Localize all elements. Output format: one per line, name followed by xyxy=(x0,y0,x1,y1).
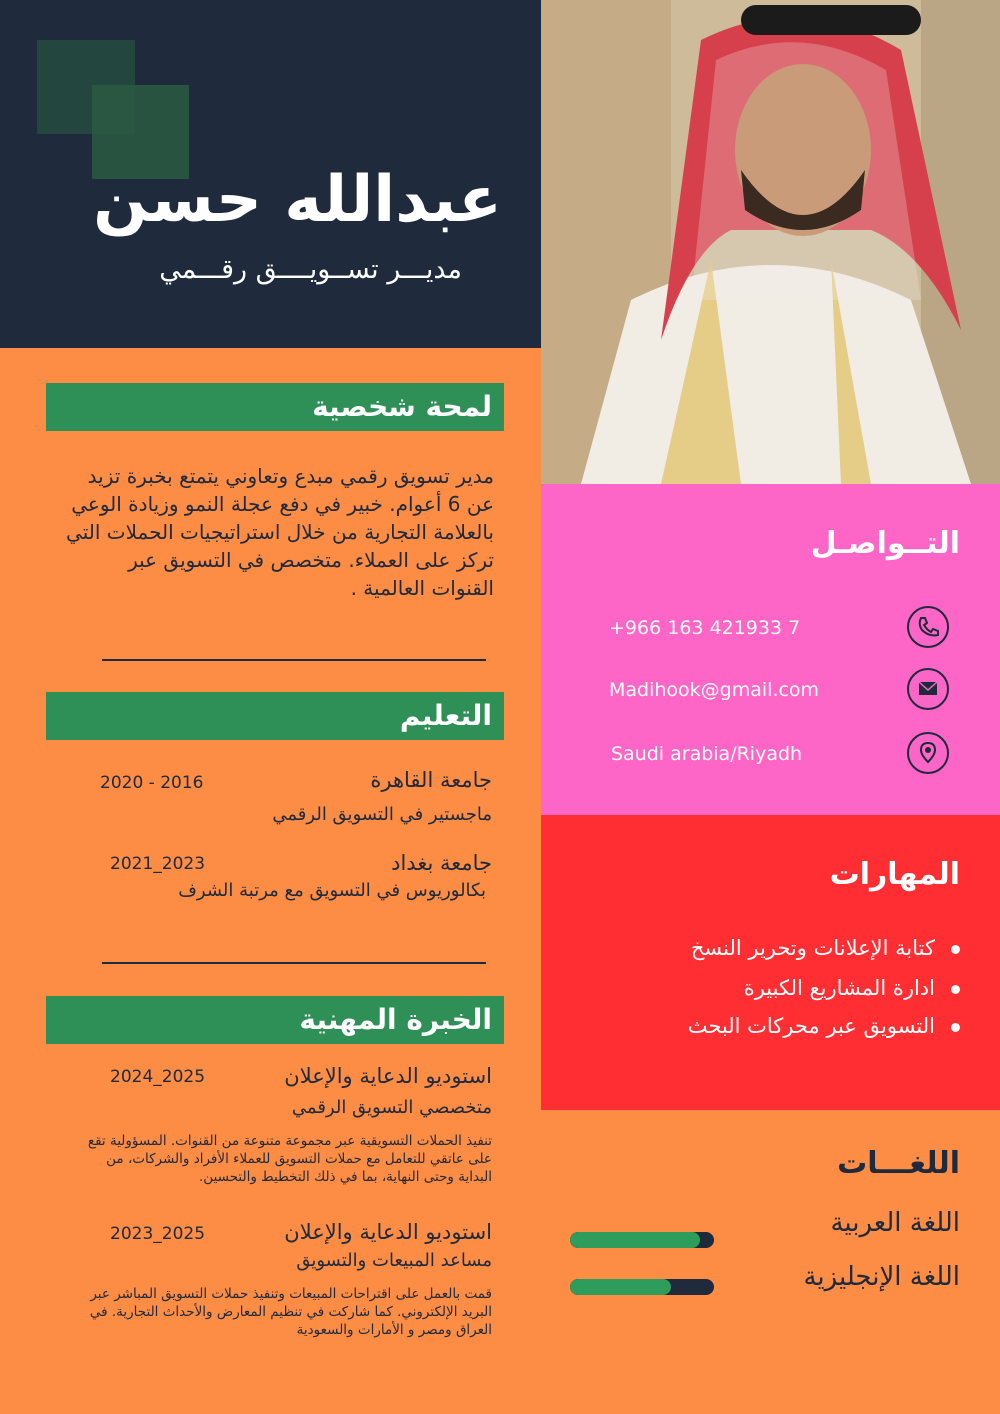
mail-icon xyxy=(907,668,949,710)
bullet-icon xyxy=(951,1023,960,1032)
contact-title: التــواصـل xyxy=(810,526,960,561)
languages-title: اللغـــات xyxy=(837,1146,960,1181)
language-level-bar xyxy=(570,1279,714,1295)
job-description: تنفيذ الحملات التسويقية عبر مجموعة متنوعة من القنوات. المسؤولية تقع على عاتقي للتعامل مع حملات التسويق للعملاء الأفراد والشركات، من البداية وحتى النهاية، بما في ذلك التخطيط والتحسين. xyxy=(87,1133,492,1185)
job-description: قمت بالعمل على اقتراحات المبيعات وتنفيذ حملات التسويق المباشر عبر البريد الإلكتروني. كما شاركت في تنظيم المعارض والأحداث التجارية. في العراق ومصر و الأمارات والسعودية xyxy=(89,1286,492,1338)
location-icon xyxy=(907,732,949,774)
experience-title-band xyxy=(46,996,504,1044)
company-name: استوديو الدعاية والإعلان xyxy=(284,1220,492,1244)
profile-photo xyxy=(541,0,1000,484)
company-name: استوديو الدعاية والإعلان xyxy=(284,1064,492,1088)
job-position: مساعد المبيعات والتسويق xyxy=(296,1250,492,1271)
school-name: جامعة بغداد xyxy=(391,851,492,875)
school-name: جامعة القاهرة xyxy=(370,768,492,792)
portrait-illustration xyxy=(541,0,1000,484)
language-name: اللغة الإنجليزية xyxy=(803,1262,960,1292)
person-name: عبدالله حسن xyxy=(93,163,502,237)
contact-section xyxy=(541,484,1000,815)
job-title: مديـــر تســويــــق رقـــمي xyxy=(159,254,462,285)
skills-section xyxy=(541,815,1000,1110)
skill-item: كتابة الإعلانات وتحرير النسخ xyxy=(560,933,960,963)
contact-phone-row xyxy=(541,606,1000,650)
degree: ماجستير في التسويق الرقمي xyxy=(272,804,492,825)
profile-title-band xyxy=(46,383,504,431)
email-address[interactable]: Madihook@gmail.com xyxy=(609,679,820,701)
experience-date: 2024_2025 xyxy=(110,1067,206,1087)
location-text: Saudi arabia/Riyadh xyxy=(611,743,803,765)
bullet-icon xyxy=(951,945,960,954)
education-title-band xyxy=(46,692,504,740)
contact-location-row xyxy=(541,732,1000,776)
bullet-icon xyxy=(951,985,960,994)
phone-icon xyxy=(907,606,949,648)
divider xyxy=(102,962,486,964)
education-date: 2021_2023 xyxy=(110,854,206,874)
skill-item: ادارة المشاريع الكبيرة xyxy=(560,973,960,1003)
profile-title: لمحة شخصية xyxy=(312,390,492,423)
language-level-fill xyxy=(570,1279,671,1295)
degree: بكالوريوس في التسويق مع مرتبة الشرف xyxy=(178,880,486,901)
experience-title: الخبرة المهنية xyxy=(299,1003,492,1036)
profile-text: مدير تسويق رقمي مبدع وتعاوني يتمتع بخبرة تزيد عن 6 أعوام. خبير في دفع عجلة النمو وزيادة الوعي بالعلامة التجارية من خلال استراتيجيات الحملات التي تركز على العملاء. متخصص في التسويق عبر القنوات العالمية . xyxy=(66,464,494,600)
education-date: 2020 - 2016 xyxy=(100,773,204,793)
skills-title: المهارات xyxy=(829,857,960,892)
language-level-fill xyxy=(570,1232,700,1248)
language-name: اللغة العربية xyxy=(830,1208,960,1238)
divider xyxy=(102,659,486,661)
phone-number[interactable]: +966 163 421933 7 xyxy=(609,617,801,639)
experience-date: 2023_2025 xyxy=(110,1224,206,1244)
contact-email-row xyxy=(541,668,1000,712)
education-title: التعليم xyxy=(399,699,492,732)
language-level-bar xyxy=(570,1232,714,1248)
skill-item: التسويق عبر محركات البحث xyxy=(560,1011,960,1041)
job-position: متخصصي التسويق الرقمي xyxy=(291,1097,492,1118)
